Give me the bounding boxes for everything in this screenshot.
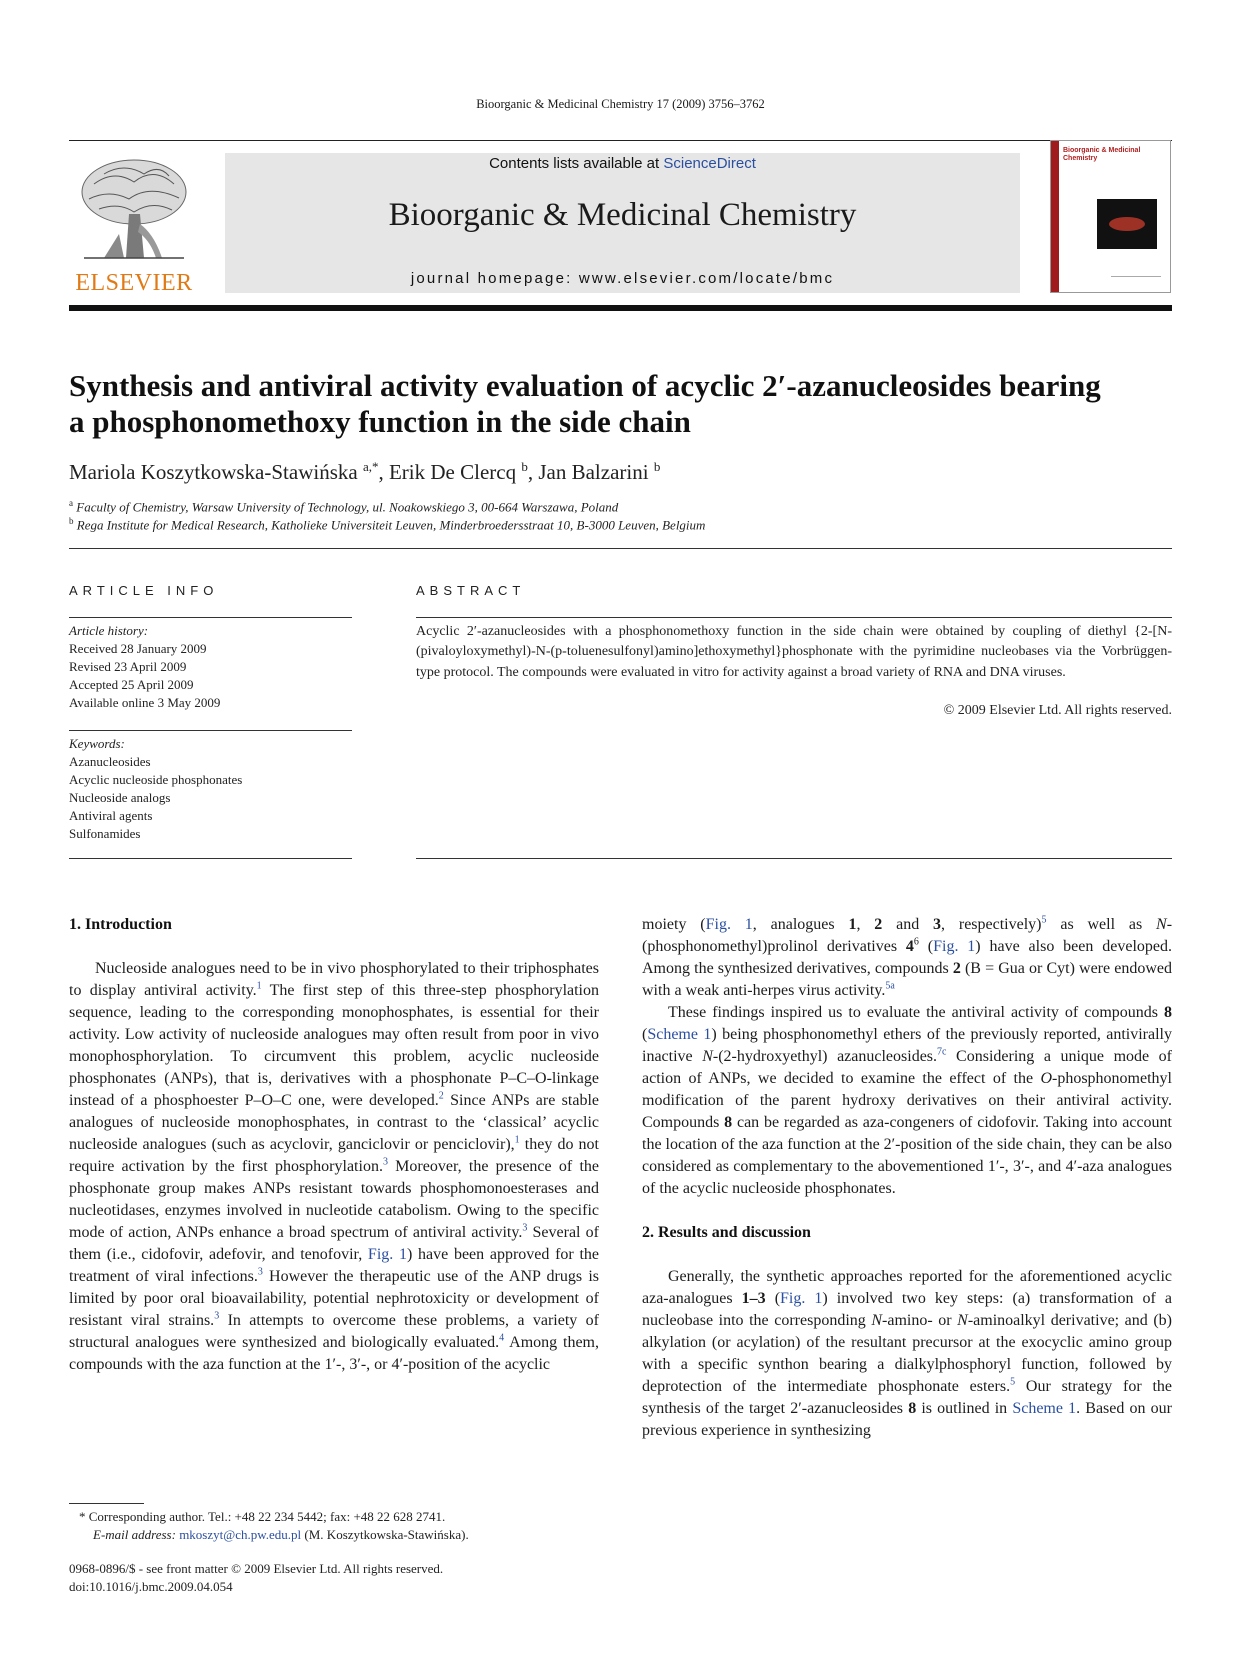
keywords-rule xyxy=(69,730,352,731)
left-column xyxy=(69,914,599,1376)
keyword-item: Nucleoside analogs xyxy=(69,790,171,805)
history-item: Accepted 25 April 2009 xyxy=(69,677,194,692)
email-link[interactable]: mkoszyt@ch.pw.edu.pl xyxy=(179,1527,302,1542)
keyword-item: Azanucleosides xyxy=(69,754,151,769)
section-heading: 2. Results and discussion xyxy=(642,1224,811,1241)
abstract-heading: ABSTRACT xyxy=(416,583,526,598)
history-item: Received 28 January 2009 xyxy=(69,641,207,656)
header-rule xyxy=(69,140,1172,141)
cover-footer xyxy=(1111,276,1161,286)
contents-line: Contents lists available at ScienceDirect xyxy=(489,155,756,172)
email-note: E-mail address: mkoszyt@ch.pw.edu.pl (M. Koszytkowska-Stawińska). xyxy=(93,1527,469,1542)
journal-banner xyxy=(225,153,1020,293)
right-column xyxy=(642,914,1172,1442)
issn-line: 0968-0896/$ - see front matter © 2009 Elsevier Ltd. All rights reserved. xyxy=(69,1561,444,1576)
article-history: Article history: Received 28 January 2009 Revised 23 April 2009 Accepted 25 April 2009 Available online 3 May 2009 xyxy=(69,623,221,710)
section-heading: 1. Introduction xyxy=(69,916,172,933)
affiliation: $^b$ Rega Institute for Medical Research, Katholieke Universiteit Leuven, Minderbroedersstraat 10, B-3000 Leuven, Belgium xyxy=(69,516,706,533)
journal-cover-thumbnail[interactable] xyxy=(1050,140,1171,293)
tree-icon xyxy=(74,154,194,262)
keywords: Keywords: Azanucleosides Acyclic nucleoside phosphonates Nucleoside analogs Antiviral agents Sulfonamides xyxy=(69,736,243,841)
article-title: Synthesis and antiviral activity evaluation of acyclic 2′-azanucleosides bearing a phosphonomethoxy function in the side chain xyxy=(69,368,1101,439)
article-info-bottom-rule xyxy=(69,858,352,859)
author-name: Erik De Clercq xyxy=(388,460,517,484)
article-info-rule xyxy=(69,617,352,618)
publisher-logo-text: ELSEVIER xyxy=(75,270,193,296)
history-item: Revised 23 April 2009 xyxy=(69,659,187,674)
cover-title: Bioorganic & Medicinal Chemistry xyxy=(1063,147,1141,162)
abstract-bottom-rule xyxy=(416,858,1172,859)
author-name: Mariola Koszytkowska-Stawińska xyxy=(69,460,358,484)
journal-homepage[interactable]: journal homepage: www.elsevier.com/locate/bmc xyxy=(410,270,835,287)
doi-line[interactable]: doi:10.1016/j.bmc.2009.04.054 xyxy=(69,1579,233,1594)
sciencedirect-link[interactable]: ScienceDirect xyxy=(663,155,756,172)
keyword-item: Acyclic nucleoside phosphonates xyxy=(69,772,243,787)
abstract-text: Acyclic 2′-azanucleosides with a phosphonomethoxy function in the side chain were obtained by coupling of diethyl {2-[N-(pivaloyloxymethyl)-N-(p-toluenesulfonyl)amino]ethoxymethyl}phosphonate with the pyrimidine nucleobases via the Vorbrüggen-type protocol. The compounds were evaluated in vitro for activity against a broad variety of RNA and DNA viruses. xyxy=(416,624,1172,680)
corresponding-author-note: * Corresponding author. Tel.: +48 22 234 5442; fax: +48 22 628 2741. xyxy=(79,1509,446,1524)
article-info-heading: ARTICLE INFO xyxy=(69,583,219,598)
cover-strip xyxy=(1051,141,1059,292)
keyword-item: Sulfonamides xyxy=(69,826,141,841)
abstract-copyright: © 2009 Elsevier Ltd. All rights reserved. xyxy=(943,703,1172,718)
header-thick-rule xyxy=(69,305,1172,311)
intro-paragraph: These findings inspired us to evaluate the antiviral activity of compounds 8 (Scheme 1) being phosphonomethyl ethers of the previously reported, antivirally inactive N-(2-hydroxyethyl) azanucleosides.$^{7c}$ Considering a unique mode of action of ANPs, we decided to examine the effect of the O-phosphonomethyl modification of the parent hydroxy derivatives on their antiviral activity. Compounds 8 can be regarded as aza-congeners of cidofovir. Taking into account the location of the aza function at the 2′-position of the side chain, they can be also considered as complementary to the abovementioned 1′-, 3′-, and 4′-aza analogues of the acyclic nucleoside phosphonates. xyxy=(642,1004,1173,1197)
affiliation-rule xyxy=(69,548,1172,549)
results-paragraph: Generally, the synthetic approaches reported for the aforementioned acyclic aza-analogues 1–3 (Fig. 1) involved two key steps: (a) transformation of a nucleobase into the corresponding N-amino- or N-aminoalkyl derivative; and (b) alkylation (or acylation) of the resultant precursor at the exocyclic amino group with a specific synthon bearing a dialkylphosphoryl function, followed by deprotection of the intermediate phosphonate esters.$^5$ Our strategy for the synthesis of the target 2′-azanucleosides 8 is outlined in Scheme 1. Based on our previous experience in synthesizing xyxy=(642,1268,1173,1439)
elsevier-logo[interactable] xyxy=(69,150,199,295)
journal-citation: Bioorganic & Medicinal Chemistry 17 (2009) 3756–3762 xyxy=(476,97,765,111)
history-item: Available online 3 May 2009 xyxy=(69,695,221,710)
intro-paragraph: moiety (Fig. 1, analogues 1, 2 and 3, respectively)$^5$ as well as N-(phosphonomethyl)prolinol derivatives $4^6$ (Fig. 1) have also been developed. Among the synthesized derivatives, compounds 2 (B = Gua or Cyt) were endowed with a weak anti-herpes virus activity.$^{5a}$ xyxy=(642,914,1173,999)
author-list: Mariola Koszytkowska-Stawińska $^{a,*}$, Erik De Clercq $^b$, Jan Balzarini $^b$ xyxy=(69,459,661,484)
intro-paragraph: Nucleoside analogues need to be in vivo phosphorylated to their triphosphates to display antiviral activity.$^1$ The first step of this three-step phosphorylation sequence, leading to the corresponding monophosphates, is essential for their activity. Low activity of nucleoside analogues may often result from poor in vivo monophosphorylation. To circumvent this problem, acyclic nucleoside phosphonates (ANPs), that is, derivatives with a phosphonate P–C–O-linkage instead of a phosphoester P–O–C one, were developed.$^2$ Since ANPs are stable analogues of nucleoside monophosphates, in contrast to the ‘classical’ acyclic nucleoside analogues (such as acyclovir, ganciclovir or penciclovir),$^1$ they do not require activation by the first phosphorylation.$^3$ Moreover, the presence of the phosphonate group makes ANPs resistant towards phosphomonoesterases and nucleotidases, enzymes involved in nucleotide catabolism. Owing to the specific mode of action, ANPs enhance a broad spectrum of antiviral activity.$^3$ Several of them (i.e., cidofovir, adefovir, and tenofovir, Fig. 1) have been approved for the treatment of viral infections.$^3$ However the therapeutic use of the ANP drugs is limited by poor oral bioavailability, potential nephrotoxicity or development of resistant viral strains.$^3$ In attempts to overcome these problems, a variety of structural analogues were synthesized and biologically evaluated.$^4$ Among them, compounds with the aza function at the 1′-, 3′-, or 4′-position of the acyclic xyxy=(69,960,600,1373)
keyword-item: Antiviral agents xyxy=(69,808,153,823)
abstract-rule xyxy=(416,617,1172,618)
footnote-rule xyxy=(69,1503,144,1504)
cover-image xyxy=(1097,199,1157,249)
affiliation: $^a$ Faculty of Chemistry, Warsaw University of Technology, ul. Noakowskiego 3, 00-664 Warszawa, Poland xyxy=(69,498,619,515)
journal-name: Bioorganic & Medicinal Chemistry xyxy=(388,197,857,233)
author-name: Jan Balzarini xyxy=(538,460,649,484)
